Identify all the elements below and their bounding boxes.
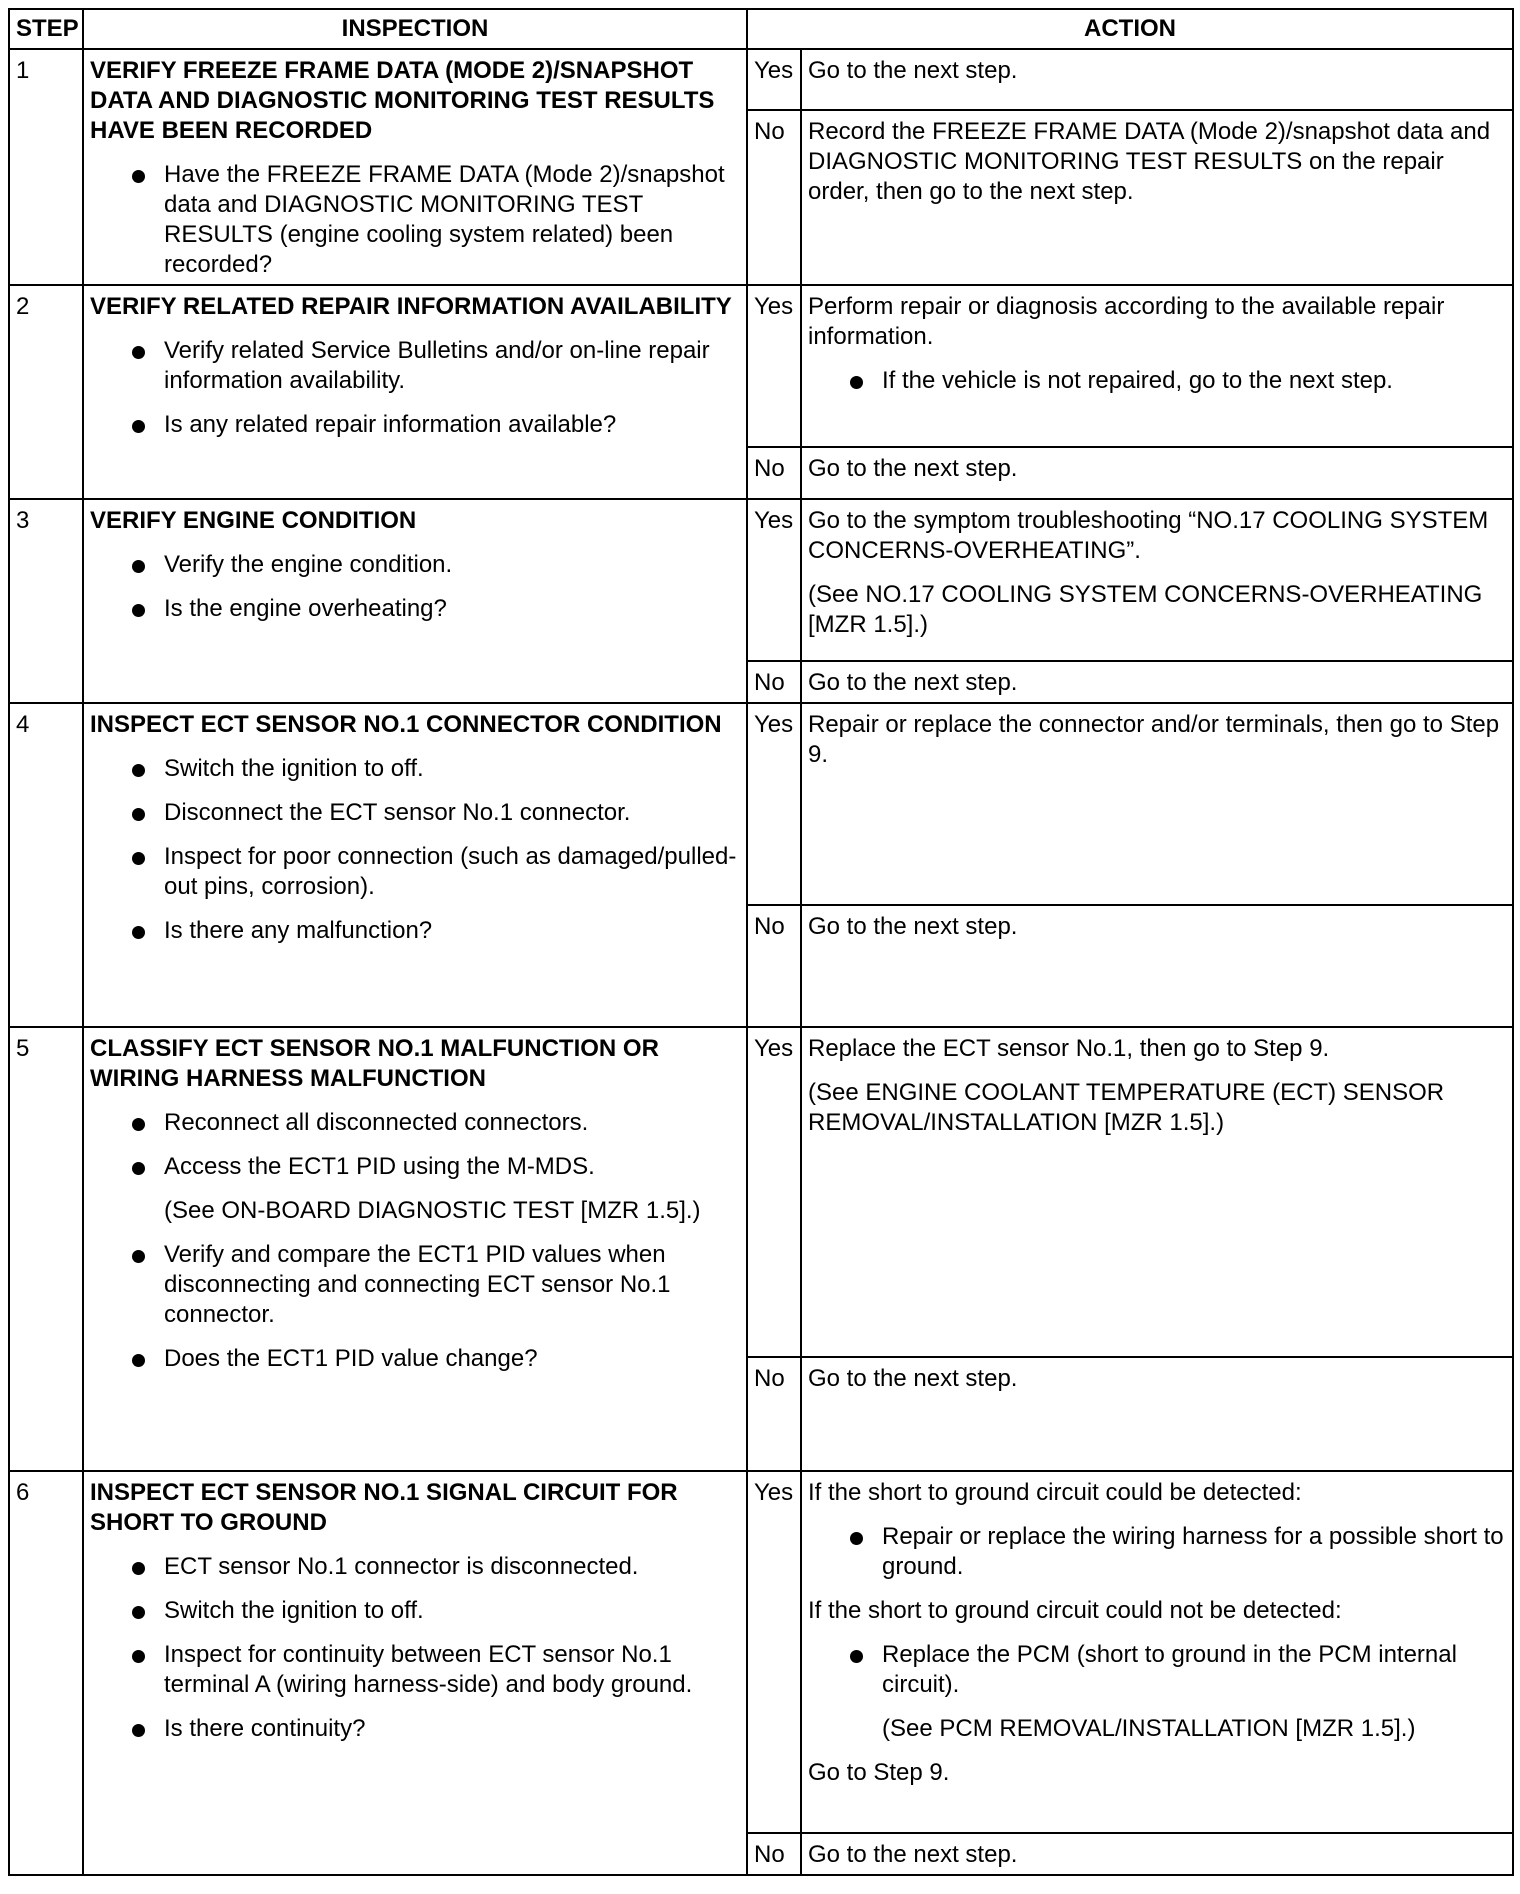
action-item: Repair or replace the wiring harness for a possible short to ground. [808,1522,1506,1582]
no-action: Go to the next step. [801,447,1513,499]
inspection-item: Switch the ignition to off. [90,1596,740,1626]
step-5-inspection [83,1027,747,1471]
step-number: 6 [9,1471,83,1875]
step-number: 2 [9,285,83,499]
yes-label: Yes [747,499,801,661]
step-6-inspection [83,1471,747,1875]
action-text: Go to Step 9. [808,1759,950,1786]
bullet-icon [132,1724,145,1737]
bullet-icon [132,420,145,433]
yes-label: Yes [747,1471,801,1833]
step-5-row-yes [9,1027,1513,1357]
action-text: Replace the ECT sensor No.1, then go to Step 9. [808,1035,1330,1062]
yes-action [801,1027,1513,1357]
yes-label: Yes [747,285,801,447]
yes-action: Repair or replace the connector and/or terminals, then go to Step 9. [801,703,1513,905]
bullet-icon [132,808,145,821]
yes-action [801,1471,1513,1833]
step-title: INSPECT ECT SENSOR NO.1 SIGNAL CIRCUIT FOR SHORT TO GROUND [90,1479,678,1536]
inspection-item: Is the engine overheating? [90,594,740,624]
action-text: Go to the symptom troubleshooting “NO.17 COOLING SYSTEM CONCERNS-OVERHEATING”. [808,507,1489,564]
header-action: ACTION [747,9,1513,49]
bullet-icon [132,1162,145,1175]
inspection-item: Is there any malfunction? [90,916,740,946]
inspection-item: Verify the engine condition. [90,550,740,580]
yes-action: Go to the next step. [801,49,1513,110]
header-step: STEP [9,9,83,49]
yes-label: Yes [747,703,801,905]
bullet-icon [132,560,145,573]
inspection-item: ECT sensor No.1 connector is disconnected. [90,1552,740,1582]
condition-text: If the short to ground circuit could not be detected: [808,1597,1342,1624]
step-number: 4 [9,703,83,1027]
step-title: VERIFY ENGINE CONDITION [90,507,417,534]
bullet-icon [132,604,145,617]
step-1-row-yes [9,49,1513,110]
bullet-icon [132,764,145,777]
bullet-icon [132,1354,145,1367]
inspection-item: Reconnect all disconnected connectors. [90,1108,740,1138]
step-3-row-yes [9,499,1513,661]
step-title: VERIFY RELATED REPAIR INFORMATION AVAILABILITY [90,293,732,320]
step-number: 5 [9,1027,83,1471]
inspection-item: Is there continuity? [90,1714,740,1744]
step-number: 3 [9,499,83,703]
no-action: Go to the next step. [801,1833,1513,1875]
no-label: No [747,1357,801,1471]
yes-action [801,499,1513,661]
no-label: No [747,661,801,703]
reference-note: (See ENGINE COOLANT TEMPERATURE (ECT) SENSOR REMOVAL/INSTALLATION [MZR 1.5].) [808,1079,1445,1136]
bullet-icon [132,1250,145,1263]
bullet-icon [132,926,145,939]
step-6-row-yes [9,1471,1513,1833]
yes-action [801,285,1513,447]
step-2-row-yes [9,285,1513,447]
step-4-inspection [83,703,747,1027]
step-number: 1 [9,49,83,285]
step-title: VERIFY FREEZE FRAME DATA (MODE 2)/SNAPSHOT DATA AND DIAGNOSTIC MONITORING TEST RESULTS HAVE BEEN RECORDED [90,57,715,144]
no-label: No [747,1833,801,1875]
bullet-icon [132,346,145,359]
bullet-icon [132,1562,145,1575]
bullet-icon [132,852,145,865]
inspection-item: Disconnect the ECT sensor No.1 connector. [90,798,740,828]
bullet-icon [132,170,145,183]
inspection-item: Inspect for continuity between ECT sensor No.1 terminal A (wiring harness-side) and body ground. [90,1640,740,1700]
bullet-icon [132,1118,145,1131]
step-4-row-yes [9,703,1513,905]
no-label: No [747,110,801,285]
reference-note: (See PCM REMOVAL/INSTALLATION [MZR 1.5].) [882,1715,1416,1742]
inspection-item: Verify related Service Bulletins and/or on-line repair information availability. [90,336,740,396]
bullet-icon [850,1532,863,1545]
step-1-inspection [83,49,747,285]
step-2-inspection [83,285,747,499]
action-item: If the vehicle is not repaired, go to the next step. [808,366,1506,396]
bullet-icon [132,1650,145,1663]
no-label: No [747,905,801,1027]
bullet-icon [132,1606,145,1619]
step-title: INSPECT ECT SENSOR NO.1 CONNECTOR CONDITION [90,711,722,738]
reference-note: (See NO.17 COOLING SYSTEM CONCERNS-OVERHEATING [MZR 1.5].) [808,581,1483,638]
step-3-inspection [83,499,747,703]
diagnostic-procedure-table [8,8,1514,1876]
inspection-item: Switch the ignition to off. [90,754,740,784]
inspection-item: Inspect for poor connection (such as damaged/pulled-out pins, corrosion). [90,842,740,902]
no-action: Record the FREEZE FRAME DATA (Mode 2)/snapshot data and DIAGNOSTIC MONITORING TEST RESULTS on the repair order, then go to the next step. [801,110,1513,285]
yes-label: Yes [747,1027,801,1357]
reference-note: (See ON-BOARD DIAGNOSTIC TEST [MZR 1.5].) [164,1197,701,1224]
bullet-icon [850,376,863,389]
header-inspection: INSPECTION [83,9,747,49]
inspection-item: Have the FREEZE FRAME DATA (Mode 2)/snapshot data and DIAGNOSTIC MONITORING TEST RESULTS (engine cooling system related) been recorded? [90,160,740,280]
inspection-item: Verify and compare the ECT1 PID values when disconnecting and connecting ECT sensor No.1 connector. [90,1240,740,1330]
no-label: No [747,447,801,499]
action-item: Replace the PCM (short to ground in the PCM internal circuit). [808,1640,1506,1700]
inspection-item: Does the ECT1 PID value change? [90,1344,740,1374]
inspection-item: Is any related repair information available? [90,410,740,440]
no-action: Go to the next step. [801,905,1513,1027]
condition-text: If the short to ground circuit could be detected: [808,1479,1302,1506]
step-title: CLASSIFY ECT SENSOR NO.1 MALFUNCTION OR WIRING HARNESS MALFUNCTION [90,1035,659,1092]
inspection-item: Access the ECT1 PID using the M-MDS. [90,1152,740,1182]
no-action: Go to the next step. [801,1357,1513,1471]
header-row [9,9,1513,49]
no-action: Go to the next step. [801,661,1513,703]
bullet-icon [850,1650,863,1663]
yes-label: Yes [747,49,801,110]
action-text: Perform repair or diagnosis according to the available repair information. [808,293,1445,350]
